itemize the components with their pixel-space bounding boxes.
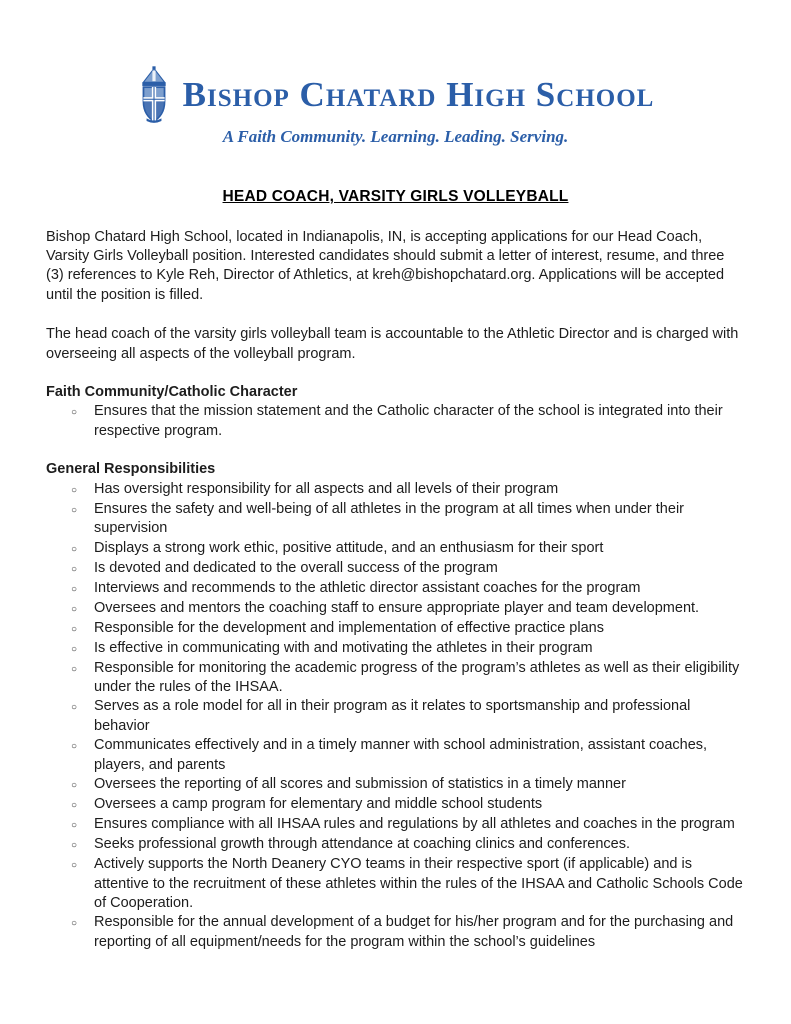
sections-container — [46, 383, 745, 952]
circle-bullet-icon: ○ — [71, 918, 78, 930]
circle-bullet-icon: ○ — [71, 741, 78, 753]
circle-bullet-icon: ○ — [71, 663, 78, 675]
circle-bullet-icon: ○ — [71, 583, 78, 595]
list-item-text: Is devoted and dedicated to the overall success of the program — [94, 559, 498, 576]
section-heading: Faith Community/Catholic Character — [46, 384, 298, 401]
list-item-text: Responsible for the development and implementation of effective practice plans — [94, 619, 604, 636]
list-item-text: Ensures compliance with all IHSAA rules and regulations by all athletes and coaches in the program — [94, 816, 735, 833]
list-item-text: Has oversight responsibility for all aspects and all levels of their program — [94, 480, 559, 497]
circle-bullet-icon: ○ — [71, 702, 78, 714]
list-item-text: Communicates effectively and in a timely manner with school administration, assistant coaches, players, and parents — [94, 737, 708, 773]
list-item — [46, 619, 745, 639]
list-item — [46, 775, 745, 795]
list-item — [46, 599, 745, 619]
list-item — [46, 539, 745, 559]
list-item — [46, 736, 745, 775]
list-item — [46, 659, 745, 698]
circle-bullet-icon: ○ — [71, 800, 78, 812]
circle-bullet-icon: ○ — [71, 643, 78, 655]
list-item — [46, 559, 745, 579]
circle-bullet-icon: ○ — [71, 840, 78, 852]
list-item-text: Responsible for the annual development of a budget for his/her program and for the purchasing and reporting of all equipment/needs for the program within the school’s guidelines — [94, 914, 734, 950]
list-item — [46, 855, 745, 913]
list-item-text: Oversees and mentors the coaching staff to ensure appropriate player and team development. — [94, 599, 700, 616]
circle-bullet-icon: ○ — [71, 780, 78, 792]
list-item — [46, 835, 745, 855]
school-tagline: A Faith Community. Learning. Leading. Serving. — [222, 127, 569, 146]
list-item-text: Ensures the safety and well-being of all athletes in the program at all times when under their supervision — [94, 500, 684, 537]
school-logo — [46, 66, 745, 124]
circle-bullet-icon: ○ — [71, 563, 78, 575]
list-item — [46, 402, 745, 441]
circle-bullet-icon: ○ — [71, 504, 78, 516]
circle-bullet-icon: ○ — [71, 484, 78, 496]
list-item-text: Responsible for monitoring the academic progress of the program’s athletes as well as their eligibility under the rules of the IHSAA. — [94, 659, 740, 696]
circle-bullet-icon: ○ — [71, 623, 78, 635]
circle-bullet-icon: ○ — [71, 407, 78, 419]
list-item — [46, 480, 745, 500]
bullet-list — [46, 402, 745, 441]
list-item-text: Oversees the reporting of all scores and submission of statistics in a timely manner — [94, 776, 626, 793]
list-item — [46, 579, 745, 599]
list-item — [46, 639, 745, 659]
list-item — [46, 795, 745, 815]
circle-bullet-icon: ○ — [71, 603, 78, 615]
list-item — [46, 913, 745, 952]
list-item — [46, 500, 745, 539]
list-item-text: Actively supports the North Deanery CYO teams in their respective sport (if applicable) and is attentive to the recruitment of these athletes within the rules of the IHSAA and Catholic Schools Code of Cooperation. — [94, 856, 743, 911]
accountability-paragraph: The head coach of the varsity girls volleyball team is accountable to the Athletic Director and is charged with overseeing all aspects of the volleyball program. — [46, 326, 739, 362]
school-crest-icon — [137, 66, 171, 124]
circle-bullet-icon: ○ — [71, 860, 78, 872]
document-title: HEAD COACH, VARSITY GIRLS VOLLEYBALL — [222, 187, 569, 205]
letterhead — [46, 66, 745, 149]
list-item-text: Interviews and recommends to the athletic director assistant coaches for the program — [94, 579, 641, 596]
list-item-text: Serves as a role model for all in their program as it relates to sportsmanship and professional behavior — [94, 698, 691, 734]
section-heading: General Responsibilities — [46, 461, 216, 478]
intro-paragraph: Bishop Chatard High School, located in Indianapolis, IN, is accepting applications for our Head Coach, Varsity Girls Volleyball position. Interested candidates should submit a letter of interest, resume, and three (3) references to Kyle Reh, Director of Athletics, at kreh@bishopchatard.org. Applications will be accepted until the position is filled. — [46, 228, 725, 303]
list-item-text: Is effective in communicating with and motivating the athletes in their program — [94, 639, 593, 656]
school-name: Bishop Chatard High School — [182, 74, 655, 114]
list-item-text: Seeks professional growth through attendance at coaching clinics and conferences. — [94, 836, 631, 853]
list-item-text: Oversees a camp program for elementary and middle school students — [94, 796, 543, 813]
list-item-text: Ensures that the mission statement and the Catholic character of the school is integrated into their respective program. — [94, 403, 723, 439]
bullet-list — [46, 480, 745, 952]
circle-bullet-icon: ○ — [71, 820, 78, 832]
circle-bullet-icon: ○ — [71, 543, 78, 555]
list-item — [46, 697, 745, 736]
list-item — [46, 815, 745, 835]
list-item-text: Displays a strong work ethic, positive attitude, and an enthusiasm for their sport — [94, 539, 604, 556]
